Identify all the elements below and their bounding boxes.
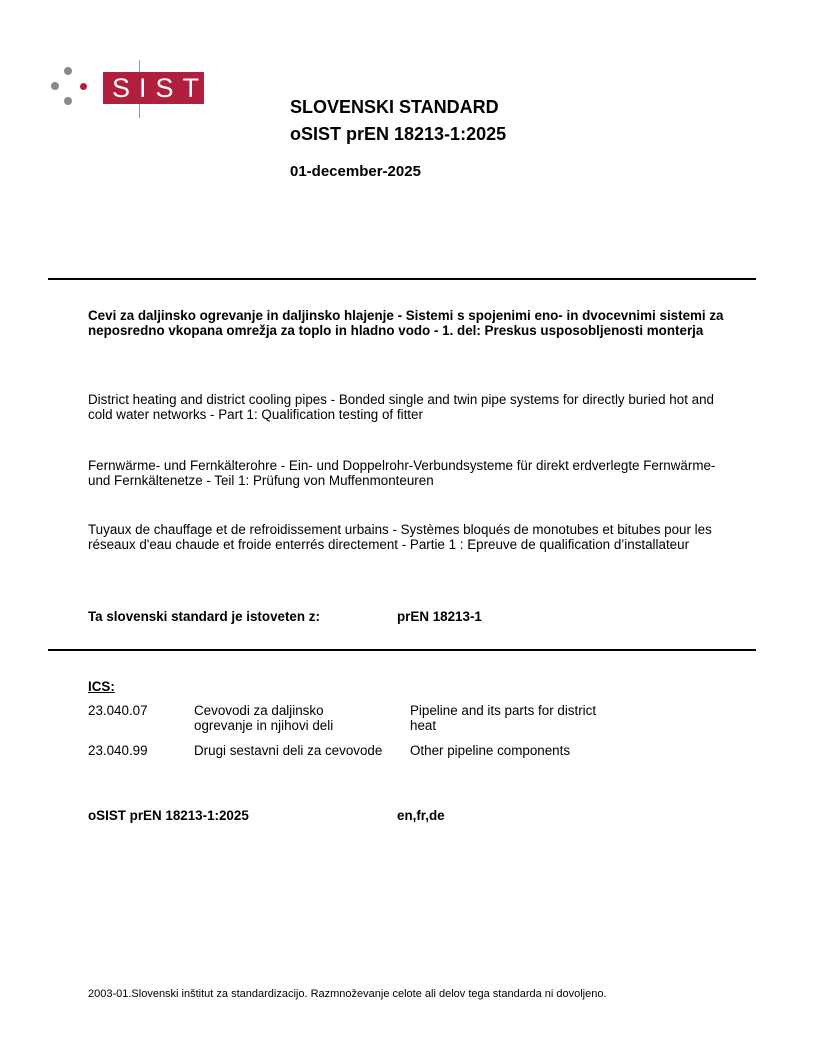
ics-description-en: Other pipeline components (410, 743, 571, 758)
title-german: Fernwärme- und Fernkälterohre - Ein- und Doppelrohr-Verbundsysteme für direkt erdverlegte Fernwärme- und Fernkältenetze - Teil 1: Prüfung von Muffenmonteuren (88, 458, 716, 488)
ics-description-sl: Cevovodi za daljinsko ogrevanje in njihovi deli (194, 703, 334, 733)
identical-value: prEN 18213-1 (397, 609, 482, 624)
title-french: Tuyaux de chauffage et de refroidissement urbains - Systèmes bloqués de monotubes et bitubes pour les réseaux d'eau chaude et froide enterrés directement - Partie 1 : Epreuve de qualification d’installateur (88, 522, 712, 552)
ics-heading: ICS: (88, 679, 115, 694)
ics-code: 23.040.99 (88, 743, 148, 758)
ics-code: 23.040.07 (88, 703, 148, 718)
ics-description-sl: Drugi sestavni deli za cevovode (194, 743, 383, 758)
standard-type: SLOVENSKI STANDARD (290, 97, 499, 117)
logo-text: SIST (103, 72, 204, 104)
standard-code: oSIST prEN 18213-1:2025 (290, 124, 507, 144)
footer-languages: en,fr,de (397, 808, 445, 823)
ics-description-en: Pipeline and its parts for district heat (410, 703, 597, 733)
logo-dot (64, 97, 72, 105)
bottom-divider (48, 649, 756, 651)
standard-date: 01-december-2025 (290, 163, 421, 180)
logo-dot (51, 82, 59, 90)
title-english: District heating and district cooling pipes - Bonded single and twin pipe systems for directly buried hot and cold water networks - Part 1: Qualification testing of fitter (88, 392, 714, 422)
identical-label: Ta slovenski standard je istoveten z: (88, 609, 320, 624)
copyright-notice: 2003-01.Slovenski inštitut za standardizacijo. Razmnoževanje celote ali delov tega standarda ni dovoljeno. (88, 988, 607, 1000)
title-slovenian: Cevi za daljinsko ogrevanje in daljinsko hlajenje - Sistemi s spojenimi eno- in dvocevnimi sistemi za neposredno vkopana omrežja za toplo in hladno vodo - 1. del: Preskus usposobljenosti monterja (88, 308, 724, 338)
footer-standard-code: oSIST prEN 18213-1:2025 (88, 808, 249, 823)
top-divider (48, 278, 756, 280)
logo-dot (64, 67, 72, 75)
logo-dot-accent (80, 83, 87, 90)
